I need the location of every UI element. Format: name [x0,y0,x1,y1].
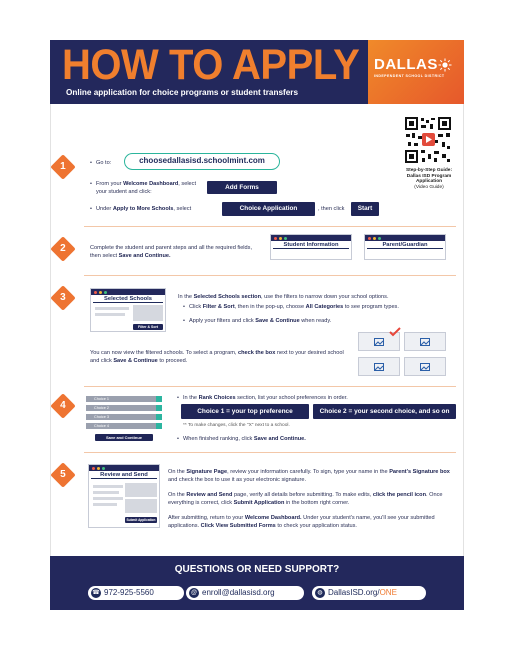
school-image-icon [374,338,384,346]
logo-subtext: INDEPENDENT SCHOOL DISTRICT [374,74,445,78]
page-title: HOW TO APPLY [62,41,360,89]
phone-contact[interactable] [88,586,184,600]
step-4-badge: 4 [50,393,75,418]
page-subtitle: Online application for choice programs or student transfers [66,88,299,97]
step-1-apply-text: • Under Apply to More Schools, select [96,205,191,213]
step-5-badge: 5 [50,462,75,487]
school-image-icon [374,363,384,371]
divider [84,452,456,453]
step-1-dashboard-text: • From your Welcome Dashboard, select your student and click: [96,180,206,196]
selected-schools-window [90,288,166,332]
email-address: enroll@dallasisd.org [202,588,275,597]
choice-row[interactable]: Choice 4 [86,423,162,429]
step-2-badge: 2 [50,236,75,261]
phone-icon: ☎ [92,590,100,596]
step-1-goto: • Go to: [96,159,111,167]
step-2-text: Complete the student and parent steps and all the required fields, then select Save and Continue. [90,245,253,259]
step-4-note: ** To make changes, click the "X" next to a school. [183,423,290,428]
step-3-line1: In the Selected Schools section, use the filters to narrow down your school options. [178,294,389,300]
student-information-window [270,234,352,260]
step-5-para2: On the Review and Send page, verify all details before submitting. To make edits, click the pencil icon. Once everything is correct, click Submit Application in the bottom right corner. [168,492,443,506]
school-image-icon [420,338,430,346]
school-card[interactable] [404,357,446,376]
save-and-continue-button[interactable]: Save and Continue [95,434,153,441]
step-4-bullet1: • In the Rank Choices section, list your school preferences in order. [183,394,453,402]
choice-row[interactable]: Choice 3 [86,414,162,420]
divider [84,386,456,387]
step-3-bullet2: • Apply your filters and click Save & Continue when ready. [189,317,459,325]
footer-title: QUESTIONS OR NEED SUPPORT? [174,564,340,575]
step-4-bullet2: • When finished ranking, click Save and Continue. [183,435,306,443]
email-contact[interactable] [186,586,304,600]
step-5-para1: On the Signature Page, review your information carefully. To sign, type your name in the Parent's Signature box and check the box to use it as your electronic signature. [168,469,450,483]
checkmark-icon [389,327,401,337]
step-1-then-click: , then click [318,206,345,212]
add-forms-button[interactable]: Add Forms [207,181,277,194]
step-3-bullet1: • Click Filter & Sort, then in the pop-up, choose All Categories to see program types. [189,303,459,311]
review-and-send-title: Review and Send [91,472,157,479]
divider [84,226,456,227]
qr-caption [400,168,458,190]
submit-application-button[interactable]: Submit Application [126,518,156,522]
website-contact[interactable] [312,586,426,600]
step-1-badge: 1 [50,154,75,179]
parent-guardian-title: Parent/Guardian [367,242,443,249]
schoolmint-link[interactable]: choosedallasisd.schoolmint.com [124,153,280,170]
qr-caption-bold: Step-by-Step Guide: Dallas ISD Program Application [405,168,453,185]
school-card[interactable] [358,332,400,351]
choice-2-label: Choice 2 = your second choice, and so on [313,404,456,419]
dallas-isd-logo [374,56,454,78]
header-banner [50,40,464,104]
choice-1-label: Choice 1 = your top preference [181,404,309,419]
divider [84,275,456,276]
school-card[interactable] [404,332,446,351]
parent-guardian-window [364,234,446,260]
choice-row[interactable]: Choice 1 [86,396,162,402]
review-and-send-window [88,464,160,528]
support-footer [50,556,464,610]
logo-word: DALLAS [374,56,438,73]
step-3-badge: 3 [50,285,75,310]
student-information-title: Student Information [273,242,349,249]
qr-caption-rest: (Video Guide) [414,184,444,190]
selected-schools-title: Selected Schools [93,296,163,303]
sun-icon [438,58,452,72]
filter-sort-button[interactable]: Filter & Sort [133,324,163,330]
school-card[interactable] [358,357,400,376]
website-url: DallasISD.org/ONE [328,588,397,597]
step-3-paragraph: You can now view the filtered schools. To select a program, check the box next to your desired school and click Save & Continue to proceed. [90,350,344,364]
school-image-icon [420,363,430,371]
email-icon: @ [190,590,198,596]
phone-number: 972-925-5560 [104,588,154,597]
qr-code-icon[interactable] [404,116,452,164]
choice-application-button[interactable]: Choice Application [222,202,315,216]
choice-row[interactable]: Choice 2 [86,405,162,411]
start-button[interactable]: Start [351,202,379,216]
globe-icon: ◍ [315,588,325,598]
step-5-para3: After submitting, return to your Welcome Dashboard. Under your student's name, you'll see your submitted applications. Click View Submitted Forms to check your application status. [168,515,435,529]
